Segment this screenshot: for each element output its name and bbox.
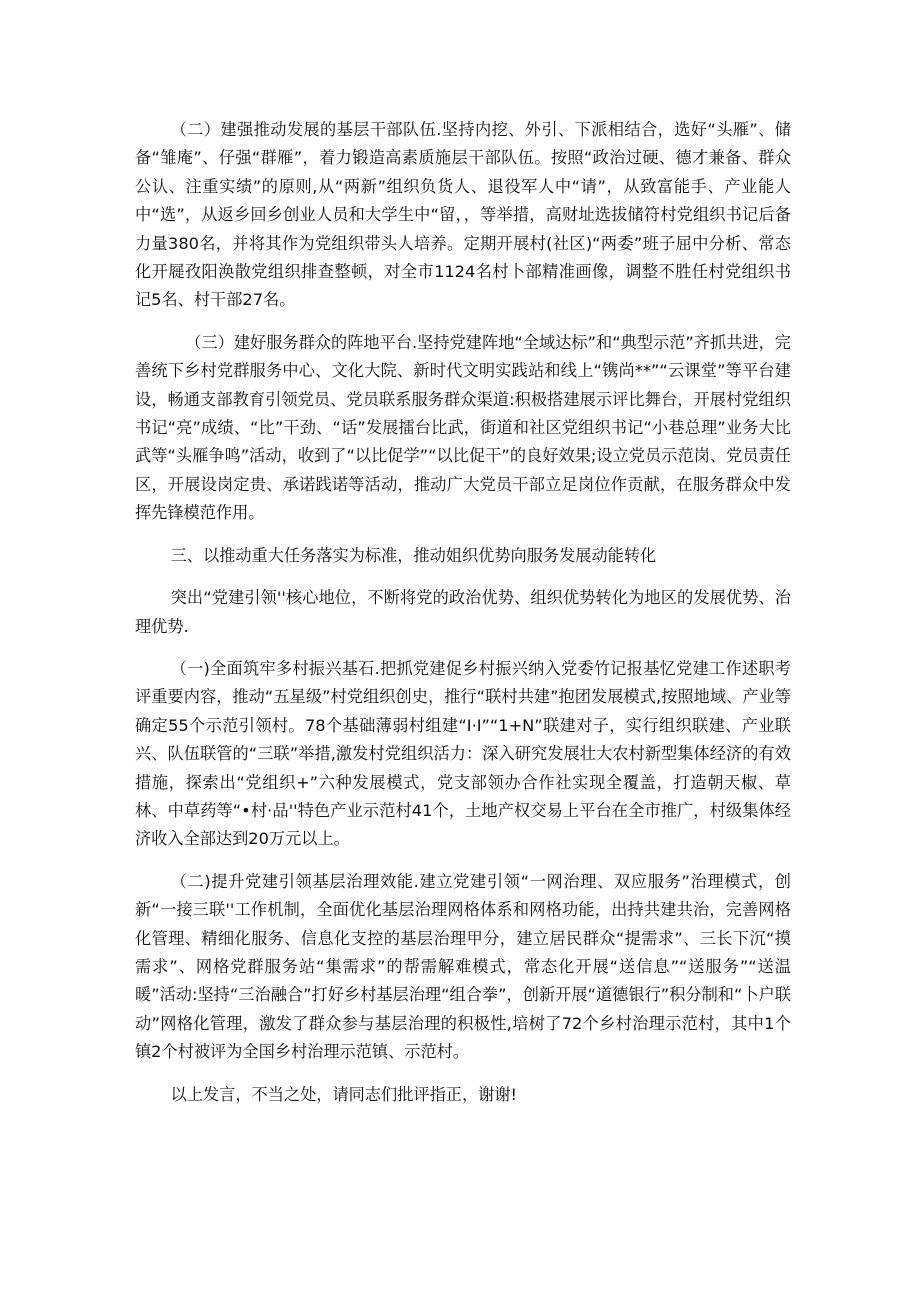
paragraph-5: （二)提升党建引领基层治理效能.建立党建引领“一网治理、双应服务”治理模式，创新“一接三联''工作机制，全面优化基层治理网格体系和网格功能，出持共建共治，完善网格化管理、精细化服务、信息化支控的基层治理甲分，建立居民群众“提需求”、三长下沉“摸需求”、网格党群服务站“集需求”的帮需解难模式，常态化开展“送信息”“送服务”“送温暖”活动:坚持“三治融合”打好乡村基层治理“组合拳”，创新开展“道德银行”积分制和“卜户联动”网格化管理，激发了群众参与基层治理的积极性,培树了72个乡村治理示范村，其中1个镇2个村被评为全国乡村治理示范镇、示范村。 <box>135 871 791 1062</box>
paragraph-2: （三）建好服务群众的阵地平台.坚持党建阵地“全域达标”和“典型示范”齐抓共进，完善统下乡村党群服务中心、文化大院、新时代文明实践站和线上“镌尚**”“云课堂”等平台建设，畅通支部教育引领党员、党员联系服务群众渠道:积极搭建展示评比舞台，开展村党组织书记“亮”成绩、“比”干劲、“话”发展擂台比武，街道和社区党组织书记“小巷总理”业务大比武等“头雁争鸣”活动，收到了“以比促学”“以比促干”的良好效果;设立党员示范岗、党员责任区，开展设岗定贵、承诺践诺等活动，推动广大党员干部立足岗位作贡献，在服务群众中发挥先锋模范作用。 <box>135 332 791 523</box>
paragraph-4: （一)全面筑牢多村振兴基石.把抓党建促乡村振兴纳入党委竹记报基忆党建工作述职考评重要内容，推动“五星级”村党组织创史，推行“联村共建”抱团发展模式,按照地域、产业等确定55个示范引领村。78个基础薄弱村组建“I·I”“1+N”联建对子，实行组织联建、产业联兴、队伍联管的“三联”举措,激发村党组织活力：深入研究发展壮大农村新型集体经济的有效措施，探索出“党组织+”六种发展模式，党支部领办合作社实现全覆盖，打造朝天椒、草林、中草药等“•村·品''特色产业示范村41个，土地产权交易上平台在全市推广，村级集体经济收入全部达到20万元以上。 <box>135 658 791 849</box>
section-heading: 三、以推动重大任务落实为标准，推动姐织优势向服务发展动能转化 <box>170 545 657 565</box>
paragraph-3: 突出“党建引领''核心地位，不断将党的政治优势、组织优势转化为地区的发展优势、治理优势. <box>135 588 791 636</box>
paragraph-1: （二）建强推动发展的基层干部队伍.坚持内挖、外引、下派相结合，选好“头雁”、储备“雏庵”、仔强“群雁”，着力锻造高素质施层干部队伍。按照“政治过硬、德才兼备、群众公认、注重实绩”的原则,从“两新”组织负货人、退役军人中“请”，从致富能手、产业能人中“选”，从返乡回乡创业人员和大学生中“留，，等举措，高财址选拔储符村党组织书记后备力量380名，并将其作为党组织带头人培养。定期开展村(社区)“两委”班子屈中分析、常态化开屣孜阳涣散党组织排查整顿，对全市1124名村卜部精准画像，调整不胜任村党组织书记5名、村干部27名。 <box>135 120 791 310</box>
document-body <box>135 116 791 1123</box>
closing-paragraph: 以上发言，不当之处，请同志们批评指正，谢谢! <box>170 1084 518 1104</box>
